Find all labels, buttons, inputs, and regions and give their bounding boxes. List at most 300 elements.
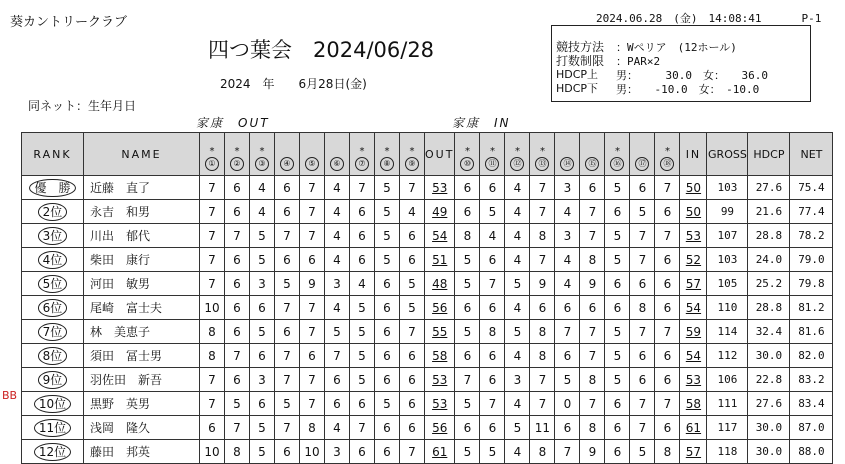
hole-score: 7 [275, 296, 300, 320]
hole-header-15 [580, 133, 605, 176]
hole-number: ⑰ [635, 157, 649, 171]
hole-score: 7 [275, 224, 300, 248]
hole-star: * [359, 146, 365, 157]
in-value: 52 [685, 252, 702, 267]
player-name: 羽佐田 新吾 [84, 368, 200, 392]
hole-number: ⑱ [660, 157, 674, 171]
hole-score: 6 [375, 272, 400, 296]
hole-score: 7 [655, 320, 680, 344]
player-name: 永吉 和男 [84, 200, 200, 224]
hole-score: 6 [480, 296, 505, 320]
hole-score: 5 [455, 320, 480, 344]
out-course-label: 家康 OUT [196, 116, 270, 130]
page-number: P-1 [801, 12, 822, 25]
hole-score: 6 [350, 440, 375, 464]
hdcp-value: 32.4 [748, 320, 790, 344]
hole-score: 6 [275, 320, 300, 344]
rules-box [551, 25, 811, 102]
hole-star [580, 146, 604, 157]
hole-score: 6 [480, 416, 505, 440]
hole-header-5 [300, 133, 325, 176]
hole-score: 4 [325, 176, 350, 200]
hole-score: 4 [250, 176, 275, 200]
hole-score: 4 [325, 224, 350, 248]
hole-header-13 [530, 133, 555, 176]
hole-score: 6 [375, 296, 400, 320]
hole-score: 7 [530, 248, 555, 272]
hole-score: 8 [455, 224, 480, 248]
hole-score: 6 [605, 200, 630, 224]
hole-score: 7 [300, 320, 325, 344]
table-row [22, 224, 833, 248]
hole-score: 9 [300, 272, 325, 296]
player-name: 藤田 邦英 [84, 440, 200, 464]
hole-score: 6 [400, 392, 425, 416]
in-total [680, 392, 707, 416]
hole-score: 6 [400, 344, 425, 368]
hole-star [555, 146, 579, 157]
gross-total: 99 [707, 200, 748, 224]
hole-score: 8 [200, 320, 225, 344]
hole-score: 6 [480, 344, 505, 368]
hole-score: 6 [530, 296, 555, 320]
rank-cell [22, 344, 84, 368]
hole-score: 8 [200, 344, 225, 368]
gross-total: 117 [707, 416, 748, 440]
hole-score: 7 [455, 368, 480, 392]
hole-score: 6 [630, 368, 655, 392]
hole-score: 5 [275, 272, 300, 296]
hdcp-upper-value: 男： 30.0 女： 36.0 [616, 69, 768, 82]
hole-header-7 [350, 133, 375, 176]
out-total [425, 296, 455, 320]
player-name: 尾崎 富士夫 [84, 296, 200, 320]
hole-score: 6 [275, 200, 300, 224]
table-row [22, 296, 833, 320]
out-value: 61 [432, 444, 448, 459]
hole-score: 7 [630, 224, 655, 248]
page-title: 四つ葉会 2024/06/28 [208, 38, 435, 62]
hole-score: 6 [375, 416, 400, 440]
out-total [425, 368, 455, 392]
net-value: 82.0 [790, 344, 833, 368]
hole-number: ⑥ [330, 157, 344, 171]
hdcp-lower-label: HDCP下 [556, 82, 599, 95]
hole-score: 8 [630, 296, 655, 320]
out-total [425, 416, 455, 440]
net-value: 83.4 [790, 392, 833, 416]
hole-score: 5 [455, 440, 480, 464]
hole-score: 6 [605, 440, 630, 464]
hole-score: 5 [250, 440, 275, 464]
hole-score: 6 [225, 200, 250, 224]
player-name: 林 美恵子 [84, 320, 200, 344]
player-name: 浅岡 隆久 [84, 416, 200, 440]
hole-score: 4 [505, 392, 530, 416]
hole-score: 5 [480, 440, 505, 464]
hole-score: 6 [400, 368, 425, 392]
hole-score: 6 [275, 176, 300, 200]
hole-score: 3 [250, 368, 275, 392]
hole-number: ① [205, 157, 219, 171]
hole-score: 5 [375, 392, 400, 416]
hole-score: 7 [400, 440, 425, 464]
hole-score: 6 [225, 248, 250, 272]
out-value: 54 [432, 228, 448, 243]
hole-score: 7 [275, 368, 300, 392]
rank-value: 8位 [38, 347, 68, 365]
hdcp-value: 21.6 [748, 200, 790, 224]
hole-score: 4 [480, 224, 505, 248]
hole-score: 4 [505, 248, 530, 272]
hole-score: 6 [455, 416, 480, 440]
hole-score: 4 [555, 200, 580, 224]
hdcp-value: 30.0 [748, 416, 790, 440]
hole-score: 5 [605, 344, 630, 368]
net-value: 81.2 [790, 296, 833, 320]
hole-score: 6 [655, 344, 680, 368]
hole-score: 6 [455, 200, 480, 224]
out-total [425, 344, 455, 368]
hole-header-14 [555, 133, 580, 176]
hdcp-value: 22.8 [748, 368, 790, 392]
hole-score: 6 [275, 440, 300, 464]
hole-score: 6 [200, 416, 225, 440]
hole-score: 4 [505, 440, 530, 464]
hole-score: 5 [325, 320, 350, 344]
hole-score: 0 [555, 392, 580, 416]
hole-header-6 [325, 133, 350, 176]
hole-number: ⑩ [460, 157, 474, 171]
hole-score: 8 [300, 416, 325, 440]
hole-score: 3 [325, 272, 350, 296]
gross-total: 103 [707, 176, 748, 200]
hole-score: 6 [225, 176, 250, 200]
hole-score: 7 [300, 224, 325, 248]
hole-score: 8 [580, 368, 605, 392]
hole-score: 6 [630, 176, 655, 200]
hole-score: 7 [580, 344, 605, 368]
hole-score: 6 [580, 296, 605, 320]
in-total [680, 224, 707, 248]
hole-score: 7 [630, 248, 655, 272]
hole-score: 5 [375, 176, 400, 200]
rank-value: 2位 [38, 203, 68, 221]
gross-total: 105 [707, 272, 748, 296]
in-total [680, 248, 707, 272]
hole-star: * [614, 146, 620, 157]
hole-score: 5 [605, 176, 630, 200]
in-header: IN [680, 133, 707, 176]
hole-score: 7 [400, 320, 425, 344]
out-value: 53 [432, 372, 448, 387]
hole-score: 7 [275, 416, 300, 440]
rank-cell [22, 440, 84, 464]
table-row [22, 176, 833, 200]
hole-score: 6 [375, 440, 400, 464]
hole-score: 7 [300, 392, 325, 416]
hole-score: 6 [655, 248, 680, 272]
hole-header-17 [630, 133, 655, 176]
hole-score: 5 [455, 272, 480, 296]
out-total [425, 392, 455, 416]
hole-score: 6 [350, 200, 375, 224]
out-value: 56 [432, 300, 448, 315]
hole-score: 7 [555, 320, 580, 344]
hole-score: 7 [580, 224, 605, 248]
hole-score: 4 [555, 272, 580, 296]
table-row [22, 248, 833, 272]
hole-score: 5 [480, 200, 505, 224]
hole-score: 6 [275, 248, 300, 272]
hdcp-header: HDCP [748, 133, 790, 176]
hole-number: ③ [255, 157, 269, 171]
hole-number: ⑪ [485, 157, 499, 171]
hole-score: 11 [530, 416, 555, 440]
hole-score: 4 [505, 296, 530, 320]
hole-score: 6 [630, 344, 655, 368]
handwritten-annotation: BB [2, 389, 18, 402]
hole-score: 7 [530, 200, 555, 224]
in-value: 57 [685, 444, 702, 459]
hole-score: 4 [325, 416, 350, 440]
hdcp-value: 28.8 [748, 296, 790, 320]
out-total [425, 176, 455, 200]
hole-score: 7 [530, 176, 555, 200]
hole-score: 5 [455, 392, 480, 416]
hole-score: 10 [200, 440, 225, 464]
hole-score: 6 [655, 368, 680, 392]
hole-header-11 [480, 133, 505, 176]
hole-score: 6 [325, 368, 350, 392]
hole-score: 7 [630, 320, 655, 344]
hole-score: 3 [555, 176, 580, 200]
table-row [22, 392, 833, 416]
hole-score: 9 [530, 272, 555, 296]
hole-score: 7 [300, 200, 325, 224]
gross-header: GROSS [707, 133, 748, 176]
gross-total: 118 [707, 440, 748, 464]
rank-value: 3位 [38, 227, 68, 245]
hole-score: 3 [325, 440, 350, 464]
hole-star: * [409, 146, 415, 157]
hole-score: 7 [300, 368, 325, 392]
hole-score: 5 [605, 320, 630, 344]
hole-score: 6 [400, 248, 425, 272]
table-row [22, 440, 833, 464]
hole-score: 6 [480, 248, 505, 272]
rank-value: 11位 [34, 419, 71, 437]
hole-score: 8 [580, 416, 605, 440]
in-total [680, 272, 707, 296]
in-value: 61 [685, 420, 702, 435]
out-value: 53 [432, 180, 448, 195]
hole-header-3 [250, 133, 275, 176]
player-name: 須田 冨士男 [84, 344, 200, 368]
hole-score: 3 [555, 224, 580, 248]
hole-score: 5 [555, 368, 580, 392]
hole-score: 7 [630, 416, 655, 440]
net-value: 87.0 [790, 416, 833, 440]
hole-score: 7 [200, 392, 225, 416]
hdcp-value: 30.0 [748, 344, 790, 368]
out-value: 58 [432, 348, 448, 363]
out-total [425, 320, 455, 344]
hole-number: ② [230, 157, 244, 171]
hole-number: ⑫ [510, 157, 524, 171]
out-value: 55 [432, 324, 448, 339]
hole-header-12 [505, 133, 530, 176]
rank-header: RANK [22, 133, 84, 176]
hole-score: 6 [630, 272, 655, 296]
hole-score: 4 [325, 296, 350, 320]
rank-cell [22, 296, 84, 320]
hole-score: 5 [225, 392, 250, 416]
hole-score: 5 [275, 392, 300, 416]
gross-total: 111 [707, 392, 748, 416]
hole-score: 5 [375, 200, 400, 224]
rank-cell [22, 224, 84, 248]
in-value: 53 [685, 228, 702, 243]
rank-value: 優 勝 [29, 179, 75, 197]
hole-score: 5 [375, 224, 400, 248]
hole-score: 9 [580, 272, 605, 296]
player-name: 河田 敏男 [84, 272, 200, 296]
net-value: 79.0 [790, 248, 833, 272]
hole-score: 7 [225, 416, 250, 440]
hole-score: 6 [555, 344, 580, 368]
net-value: 78.2 [790, 224, 833, 248]
hole-score: 8 [530, 320, 555, 344]
hole-score: 5 [250, 224, 275, 248]
hole-score: 10 [300, 440, 325, 464]
table-row [22, 368, 833, 392]
hole-score: 6 [225, 296, 250, 320]
hole-number: ⑭ [560, 157, 574, 171]
hole-score: 6 [350, 248, 375, 272]
hole-score: 4 [325, 248, 350, 272]
hole-score: 6 [555, 416, 580, 440]
rank-cell [22, 272, 84, 296]
hdcp-value: 27.6 [748, 176, 790, 200]
hole-star: * [234, 146, 240, 157]
gross-total: 103 [707, 248, 748, 272]
hole-star [275, 146, 299, 157]
name-header: NAME [84, 133, 200, 176]
hole-score: 8 [530, 440, 555, 464]
out-total [425, 272, 455, 296]
gross-total: 114 [707, 320, 748, 344]
hole-score: 6 [325, 392, 350, 416]
in-value: 53 [685, 372, 702, 387]
table-row [22, 344, 833, 368]
hole-score: 6 [655, 296, 680, 320]
hole-score: 7 [530, 368, 555, 392]
hole-score: 5 [505, 416, 530, 440]
hole-score: 7 [530, 392, 555, 416]
hole-star: * [664, 146, 670, 157]
in-course-label: 家康 IN [452, 116, 511, 130]
hole-header-18 [655, 133, 680, 176]
rank-cell [22, 320, 84, 344]
hole-score: 6 [250, 296, 275, 320]
hdcp-value: 27.6 [748, 392, 790, 416]
hole-score: 6 [250, 344, 275, 368]
hole-number: ⑮ [585, 157, 599, 171]
hole-score: 9 [580, 440, 605, 464]
hole-header-9 [400, 133, 425, 176]
hole-score: 4 [505, 344, 530, 368]
out-total [425, 440, 455, 464]
hole-header-2 [225, 133, 250, 176]
net-value: 83.2 [790, 368, 833, 392]
player-name: 黒野 英男 [84, 392, 200, 416]
table-row [22, 200, 833, 224]
in-value: 50 [685, 204, 702, 219]
hole-score: 6 [480, 176, 505, 200]
hole-score: 5 [350, 296, 375, 320]
hole-score: 8 [480, 320, 505, 344]
hole-score: 8 [655, 440, 680, 464]
hole-score: 4 [325, 200, 350, 224]
hdcp-value: 24.0 [748, 248, 790, 272]
hole-score: 6 [655, 272, 680, 296]
hole-score: 5 [375, 248, 400, 272]
net-header: NET [790, 133, 833, 176]
hole-score: 7 [630, 392, 655, 416]
in-total [680, 416, 707, 440]
hole-star: * [539, 146, 545, 157]
hole-score: 6 [375, 368, 400, 392]
hole-score: 6 [400, 224, 425, 248]
hole-score: 5 [400, 296, 425, 320]
hole-score: 5 [630, 200, 655, 224]
player-name: 川出 郁代 [84, 224, 200, 248]
hole-score: 5 [250, 248, 275, 272]
hole-score: 6 [605, 392, 630, 416]
hole-score: 6 [655, 200, 680, 224]
out-total [425, 200, 455, 224]
hole-score: 6 [350, 224, 375, 248]
hole-header-8 [375, 133, 400, 176]
hole-score: 6 [250, 392, 275, 416]
hole-score: 6 [300, 248, 325, 272]
hole-score: 8 [530, 224, 555, 248]
hole-score: 10 [200, 296, 225, 320]
hole-number: ⑬ [535, 157, 549, 171]
hole-score: 5 [350, 368, 375, 392]
hole-score: 6 [605, 296, 630, 320]
hole-score: 4 [505, 176, 530, 200]
hole-score: 7 [300, 296, 325, 320]
out-header: OUT [425, 133, 455, 176]
club-name: 葵カントリークラブ [10, 15, 128, 30]
hole-score: 7 [325, 344, 350, 368]
rank-cell [22, 200, 84, 224]
in-value: 57 [685, 276, 702, 291]
event-date: 2024 年 6月28日(金) [220, 77, 367, 91]
hole-score: 7 [350, 416, 375, 440]
gross-total: 106 [707, 368, 748, 392]
hole-score: 5 [350, 344, 375, 368]
hole-score: 4 [505, 224, 530, 248]
hole-score: 6 [225, 272, 250, 296]
hole-score: 6 [225, 368, 250, 392]
hole-score: 6 [455, 176, 480, 200]
header-row [22, 133, 833, 176]
rank-cell [22, 368, 84, 392]
hole-header-1 [200, 133, 225, 176]
